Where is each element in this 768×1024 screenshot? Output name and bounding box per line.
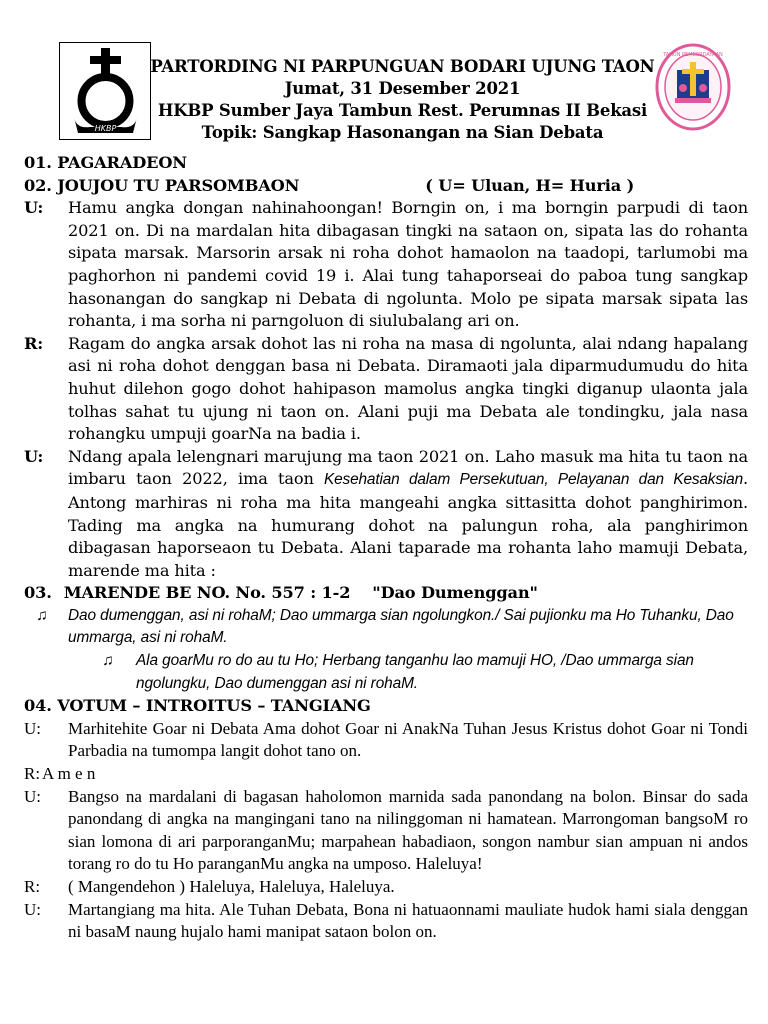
section-joujou bbox=[24, 175, 748, 198]
paragraph-text: Marhitehite Goar ni Debata Ama dohot Goar ni AnakNa Tuhan Jesus Kristus dohot Goar ni Tondi Parbadia na tumompa langit dohot tano on. bbox=[68, 718, 748, 761]
tahun-pemberdayaan-logo bbox=[655, 42, 731, 132]
header-title: PARTORDING NI PARPUNGUAN BODARI UJUNG TAON bbox=[150, 57, 655, 76]
paragraph-votum-u bbox=[24, 718, 748, 763]
section-legend: ( U= Uluan, H= Huria ) bbox=[425, 175, 635, 195]
paragraph-text: Ragam do angka arsak dohot las ni roha na masa di ngolunta, alai ndang hapalang asi ni roha dohot denggan basa ni Debata. Diramaoti jala diparmudumudu do hita huhut dilehon gogo dohot hahipason mamolus angka tingki diganup ulaonta jala tolhas sahat tu ujung ni taon on. Alani puji ma Debata ale tondingku, jala nasa rohangku umpuji goarNa na badia i. bbox=[68, 333, 748, 444]
section-marende-title: MARENDE BE NO. No. 557 : 1-2 bbox=[63, 583, 351, 603]
speaker-label: U: bbox=[24, 446, 44, 466]
header-topic: Topik: Sangkap Hasonangan na Sian Debata bbox=[201, 123, 604, 142]
speaker-label: R: bbox=[24, 877, 41, 896]
paragraph-text-b: . Antong marhiras ni roha ma hita mangeahi angka sittasitta dohot panghirimon. Tading ma angka na humurang dohot na palungun roha, ala panghirimon dibagasan haporseaon tu Debata. Alani taparade ma rohanta laho mamuji Debata, marende ma hita : bbox=[68, 469, 748, 580]
paragraph-votum-r bbox=[24, 763, 748, 786]
paragraph-italic-theme: Kesehatian dalam Persekutuan, Pelayanan dan Kesaksian bbox=[324, 471, 743, 489]
logo-right-text: TAHUN PEMBERDAYAAN bbox=[663, 52, 723, 58]
song-verse-1 bbox=[24, 605, 748, 650]
section-joujou-title: 02. JOUJOU TU PARSOMBAON bbox=[24, 175, 300, 195]
speaker-label: U: bbox=[24, 786, 41, 806]
speaker-label: U: bbox=[24, 899, 41, 919]
cross-ring-icon bbox=[60, 43, 150, 139]
paragraph-introitus-r bbox=[24, 876, 748, 899]
paragraph-tangiang-u bbox=[24, 899, 748, 944]
paragraph-text: Martangiang ma hita. Ale Tuhan Debata, Bona ni hatuaonnami mauliate hudok hami siala denggan ni basaM naung hujalo hami manipat sataon bolon on. bbox=[68, 899, 748, 942]
document-header bbox=[150, 56, 655, 144]
hkbp-logo bbox=[59, 42, 151, 140]
paragraph-text bbox=[68, 446, 748, 583]
music-note-icon: ♫ bbox=[36, 606, 48, 624]
header-church: HKBP Sumber Jaya Tambun Rest. Perumnas II Bekasi bbox=[157, 101, 648, 120]
paragraph-text: Hamu angka dongan nahinahoongan! Borngin on, i ma borngin parpudi di taon 2021 on. Di na mardalan hita dibagasan tingki na sataon on, sipata las do rohanta sipata marsak. Marsorin arsak ni roha dohot hamaolon na taadopi, tarlumobi ma paghorhon ni pandemi covid 19 i. Alai tung tahaporseai do paboa tung sangkap hasonangan do sangkap ni Debata di ngolunta. Molo pe sipata marsak sipata las rohanta, i ma sorha ni parngoluon di siulubalang ari on. bbox=[68, 198, 748, 331]
speaker-label: R: bbox=[24, 333, 44, 353]
speaker-label: U: bbox=[24, 718, 41, 738]
section-votum: 04. VOTUM – INTROITUS – TANGIANG bbox=[24, 696, 371, 716]
emblem-icon bbox=[655, 42, 731, 132]
paragraph-uluan-1 bbox=[24, 197, 748, 333]
section-marende-song: "Dao Dumenggan" bbox=[372, 583, 538, 603]
paragraph-text: ( Mangendehon ) Haleluya, Haleluya, Haleluya. bbox=[68, 877, 395, 896]
music-note-icon: ♫ bbox=[102, 652, 114, 670]
header-date: Jumat, 31 Desember 2021 bbox=[284, 79, 521, 98]
paragraph-text: A m e n bbox=[42, 764, 96, 784]
song-verse-text: Ala goarMu ro do au tu Ho; Herbang tanganhu lao mamuji HO, /Dao ummarga sian ngolungku, Dao dumenggan asi ni rohaM. bbox=[136, 652, 694, 692]
paragraph-huria-1 bbox=[24, 333, 748, 446]
song-verse-2 bbox=[24, 650, 748, 695]
paragraph-text: Bangso na mardalani di bagasan haholomon marnida sada panondang na bolon. Binsar do sada panondang di angka na mangingani tano na nilinggoman ni hamatean. Marrongoman bangsoM ro sian lomona di ari parporanganMu; marpahean habadiaon, songon nambur sian ampuan ni andos torang ro do tu Ho paranganMu angka na umposo. Haleluya! bbox=[68, 786, 748, 874]
logo-left-text: HKBP bbox=[94, 124, 117, 133]
speaker-label: U: bbox=[24, 198, 44, 218]
section-marende-num: 03. bbox=[24, 583, 52, 603]
paragraph-text-a: Ndang apala lelengnari marujung ma taon 2021 on. Laho masuk ma hita tu taon na imbaru taon 2022, ima taon bbox=[68, 446, 748, 489]
paragraph-introitus-u bbox=[24, 786, 748, 876]
speaker-label: R: bbox=[24, 764, 41, 784]
section-marende bbox=[24, 582, 748, 605]
section-pagaradeon: 01. PAGARADEON bbox=[24, 153, 187, 172]
song-verse-text: Dao dumenggan, asi ni rohaM; Dao ummarga sian ngolungkon./ Sai pujionku ma Ho Tuhanku, Dao ummarga, asi ni rohaM. bbox=[68, 606, 734, 647]
paragraph-uluan-2 bbox=[24, 446, 748, 583]
liturgy-content bbox=[24, 152, 748, 944]
